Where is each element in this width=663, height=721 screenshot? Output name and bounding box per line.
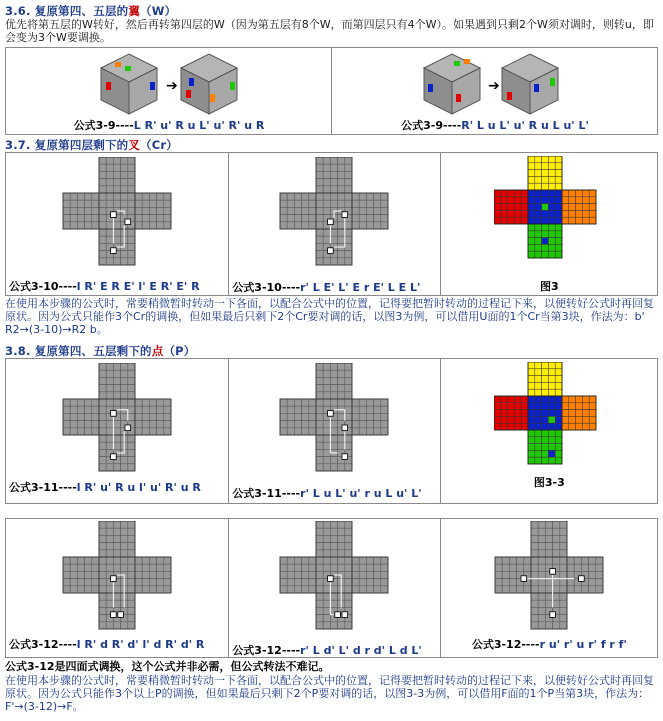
formula-3-12-a-caption [9, 639, 226, 651]
piece-marker [328, 248, 334, 254]
formula-label: 公式3-11---- [232, 487, 301, 500]
explain-3-7: 在使用本步骤的公式时，常要稍微暂时转动一下各面，以配合公式中的位置，记得要把暂时转动的过程记下来，以便转好公式时再回复原状。因为公式只能作3个Cr的调换，但如果最后只剩下2个Cr要对调的话，以图3为例，可以借用U面的1个Cr当第3块，作法为：b' R2→(3-10)→R2 b。 [5, 297, 654, 336]
row-3-10 [5, 152, 658, 296]
cell-figure-3-3 [441, 359, 657, 503]
formula-moves: l R' d R' d' l' d R' d' R [76, 638, 205, 651]
cube-net-diagram [53, 363, 183, 475]
piece-marker [125, 219, 131, 225]
heading-3-6-text: 3.6. 复原第四、五层的 [5, 4, 129, 18]
cell-3-11-b [229, 359, 440, 503]
formula-moves: r' L u L' u' r u L u' L' [300, 487, 422, 500]
heading-3-8-highlight: 点 [151, 344, 164, 358]
cell-3-9-left [6, 48, 332, 134]
piece-marker [335, 612, 341, 618]
piece-marker [342, 612, 348, 618]
heading-3-7-text: 3.7. 复原第四层剩下的 [5, 138, 129, 152]
piece-marker [578, 576, 584, 582]
piece-marker [521, 576, 527, 582]
cube-net-diagram [270, 157, 400, 269]
formula-label: 公式3-10---- [232, 281, 301, 294]
cube-net-diagram [53, 521, 183, 633]
formula-label: 公式3-9---- [73, 119, 134, 132]
cube-before-icon [424, 54, 480, 114]
heading-3-8 [5, 343, 195, 359]
piece-marker [111, 612, 117, 618]
piece-marker [125, 425, 131, 431]
heading-3-6-highlight: 翼 [128, 4, 141, 18]
cube-before-icon [101, 54, 157, 114]
formula-label: 公式3-12---- [471, 638, 540, 651]
figure-3-caption [444, 281, 655, 293]
piece-marker [111, 411, 117, 417]
formula-3-9-right-caption [335, 120, 655, 132]
row-3-9 [5, 47, 658, 135]
formula-label: 公式3-11---- [9, 481, 77, 494]
piece-marker [111, 576, 117, 582]
formula-moves: l R' u' R u l' u' R' u R [76, 481, 201, 494]
formula-3-10-a-caption [9, 281, 226, 293]
note-3-12: 公式3-12是四面式调换，这个公式并非必需，但公式转法不难记。 [5, 660, 330, 673]
piece-marker [118, 612, 124, 618]
formula-3-10-b-caption [232, 282, 437, 294]
heading-3-6-suffix: （W） [140, 4, 177, 18]
heading-3-7 [5, 137, 178, 153]
cell-figure-3 [441, 153, 657, 295]
cube-transition-figure-left [6, 48, 333, 118]
cube-net-diagram [270, 363, 400, 475]
formula-moves: R' L u L' u' R u L u' L' [461, 119, 589, 132]
cube-after-icon [502, 54, 558, 114]
figure-3-3-caption [444, 477, 655, 489]
formula-moves: r' L d' L' d r d' L d L' [300, 644, 422, 657]
piece-marker [111, 248, 117, 254]
cell-3-12-a [6, 519, 229, 657]
cube-net-diagram [270, 521, 400, 633]
figure-label: 图3-3 [533, 476, 565, 489]
formula-label: 公式3-12---- [232, 644, 301, 657]
cube-transition-figure-right [332, 48, 658, 118]
cell-3-10-a [6, 153, 229, 295]
row-3-12 [5, 518, 658, 658]
formula-moves: l R' E R E' l' E R' E' R [76, 280, 200, 293]
row-3-11 [5, 358, 658, 504]
piece-marker [342, 425, 348, 431]
formula-3-12-c-caption [444, 639, 655, 651]
cell-3-10-b [229, 153, 440, 295]
piece-marker [342, 454, 348, 460]
heading-3-7-suffix: （Cr） [140, 138, 178, 152]
formula-moves: L R' u' R u L' u' R' u R [133, 119, 265, 132]
cell-3-12-b [229, 519, 440, 657]
piece-marker [328, 411, 334, 417]
formula-3-11-a-caption [9, 482, 226, 494]
cube-net-diagram [485, 521, 615, 633]
figure-label: 图3 [540, 280, 559, 293]
cube-after-icon [181, 54, 237, 114]
formula-3-11-b-caption [232, 488, 437, 500]
explain-3-8: 在使用本步骤的公式时，常要稍微暂时转动一下各面，以配合公式中的位置，记得要把暂时转动的过程记下来，以便转好公式时再回复原状。因为公式只能作3个以上P的调换，但如果最后只剩下2个P要对调的话，以图3-3为例，可以借用F面的1个P当第3块，作法为：F'→(3-12)→F。 [5, 674, 654, 713]
formula-moves: r u' r' u r' f r f' [539, 638, 627, 651]
cell-3-11-a [6, 359, 229, 503]
formula-label: 公式3-10---- [9, 280, 77, 293]
formula-3-9-left-caption [9, 120, 329, 132]
arrow-right-icon: ➔ [166, 78, 178, 94]
color-cube-net-figure [494, 362, 606, 470]
piece-marker [328, 576, 334, 582]
color-cube-net-figure [494, 156, 606, 264]
arrow-right-icon: ➔ [488, 78, 500, 94]
piece-marker [328, 219, 334, 225]
piece-marker [342, 212, 348, 218]
formula-moves: r' L E' L' E r E' L E L' [300, 281, 421, 294]
piece-marker [549, 612, 555, 618]
piece-marker [549, 569, 555, 575]
piece-marker [111, 454, 117, 460]
formula-label: 公式3-9---- [401, 119, 462, 132]
heading-3-8-text: 3.8. 复原第四、五层剩下的 [5, 344, 152, 358]
formula-3-12-b-caption [232, 645, 437, 657]
heading-3-8-suffix: （P） [163, 344, 196, 358]
heading-3-6 [5, 3, 176, 19]
cube-net-diagram [53, 157, 183, 269]
cell-3-9-right [332, 48, 657, 134]
heading-3-7-highlight: 叉 [128, 138, 141, 152]
formula-label: 公式3-12---- [9, 638, 77, 651]
intro-paragraph: 优先将第五层的W转好，然后再转第四层的W（因为第五层有8个W，而第四层只有4个W）。如果遇到只剩2个W须对调时，则转u，即会变为3个W要调换。 [5, 18, 654, 44]
piece-marker [111, 212, 117, 218]
cell-3-12-c [441, 519, 657, 657]
